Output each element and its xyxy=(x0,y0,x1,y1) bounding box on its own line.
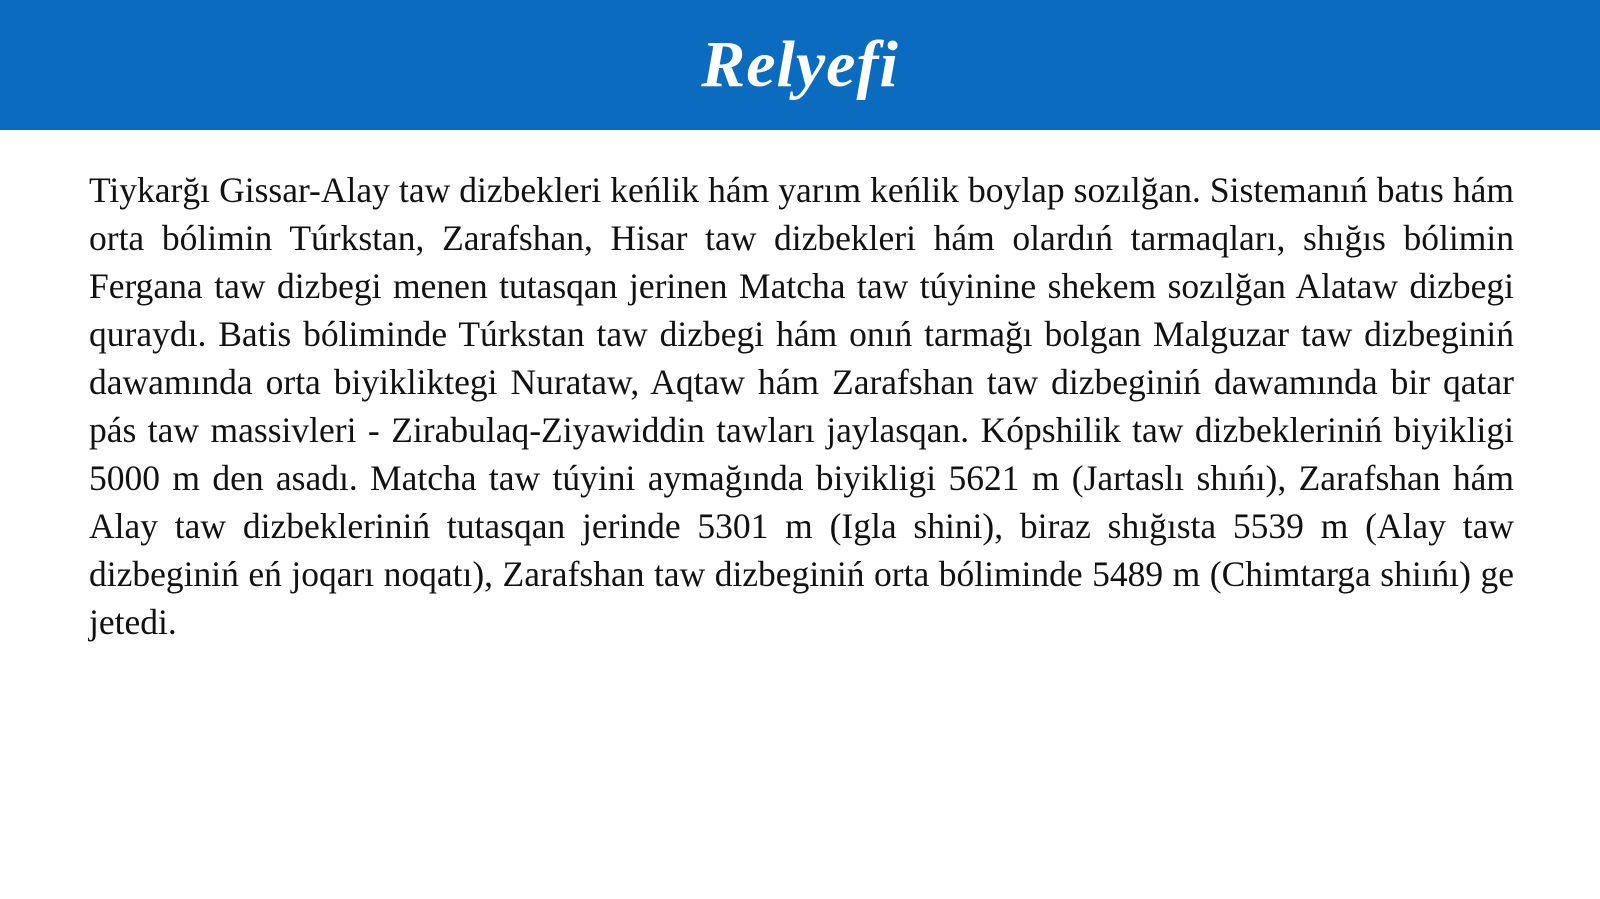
title-banner xyxy=(0,0,1600,130)
body-paragraph: Tiykarğı Gissar-Alay taw dizbekleri keńlik hám yarım keńlik boylap sozılğan. Sistemanıń batıs hám orta bólimin Túrkstan, Zarafshan, Hisar taw dizbekleri hám olardıń tarmaqları, shığıs bólimin Fergana taw dizbegi menen tutasqan jerinen Matcha taw túyinine shekem sozılğan Alataw dizbegi quraydı. Batis bóliminde Túrkstan taw dizbegi hám onıń tarmağı bolgan Malguzar taw dizbeginiń dawamında orta biyikliktegi Nurataw, Aqtaw hám Zarafshan taw dizbeginiń dawamında bir qatar pás taw massivleri - Zirabulaq-Ziyawiddin tawları jaylasqan. Kópshilik taw dizbekleriniń biyikligi 5000 m den asadı. Matcha taw túyini aymağında biyikligi 5621 m (Jartaslı shıńı), Zarafshan hám Alay taw dizbekleriniń tutasqan jerinde 5301 m (Igla shini), biraz shığısta 5539 m (Alay taw dizbeginiń eń joqarı noqatı), Zarafshan taw dizbeginiń orta bóliminde 5489 m (Chimtarga shiıńı) ge jetedi. xyxy=(89,170,1514,642)
slide-title: Relyefi xyxy=(701,28,899,101)
slide-content xyxy=(89,166,1514,646)
